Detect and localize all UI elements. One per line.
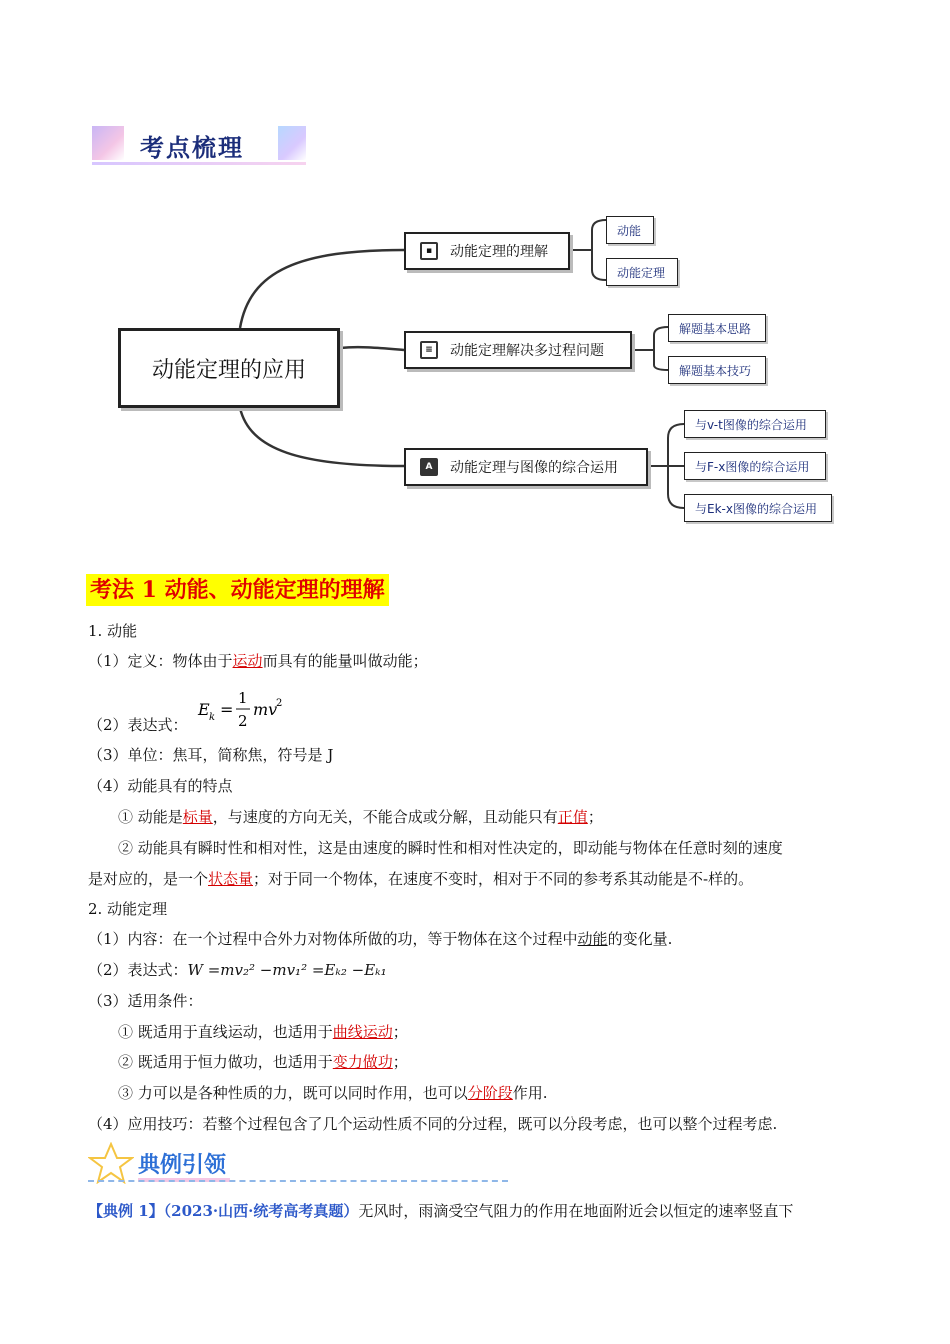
text: （1）内容：在一个过程中合外力对物体所做的功，等于物体在这个过程中 bbox=[88, 930, 578, 948]
mindmap-leaf: 动能定理 bbox=[606, 258, 678, 286]
star-icon bbox=[88, 1142, 134, 1184]
branch-label: 动能定理解决多过程问题 bbox=[450, 343, 604, 359]
condition-3 bbox=[118, 1082, 548, 1104]
text: 作用. bbox=[512, 1084, 548, 1102]
example-source: （2023·山西·统考高考真题） bbox=[163, 1202, 359, 1220]
highlight-term: 状态量 bbox=[208, 870, 254, 888]
condition-1 bbox=[118, 1021, 408, 1043]
banner-title: 考点梳理 bbox=[140, 134, 244, 162]
text: ； bbox=[587, 808, 603, 826]
features-heading: （4）动能具有的特点 bbox=[88, 777, 233, 795]
heading-theorem: 2. 动能定理 bbox=[88, 900, 168, 918]
text: 是对应的，是一个 bbox=[88, 870, 209, 888]
list-card-icon: ≡ bbox=[420, 341, 438, 359]
mindmap-leaf: 解题基本思路 bbox=[668, 314, 766, 342]
formula-sub: k bbox=[209, 712, 216, 723]
highlight-term: 标量 bbox=[182, 808, 213, 826]
mindmap-leaf: 解题基本技巧 bbox=[668, 356, 766, 384]
theorem-expression bbox=[88, 959, 387, 981]
text: ① 动能是 bbox=[118, 808, 183, 826]
banner-decoration-left bbox=[92, 126, 124, 160]
definition-line bbox=[88, 650, 428, 672]
formula-eq: = bbox=[220, 700, 234, 719]
highlight-term: 正值 bbox=[557, 808, 588, 826]
example-divider bbox=[88, 1180, 508, 1182]
mindmap-branch-multiprocess bbox=[404, 331, 632, 369]
text: ③ 力可以是各种性质的力，既可以同时作用，也可以 bbox=[118, 1084, 468, 1102]
formula-rhs: mv bbox=[253, 700, 278, 719]
conditions-heading: （3）适用条件： bbox=[88, 992, 203, 1010]
underlined-term: 动能 bbox=[577, 930, 608, 948]
letter-a-icon: A bbox=[420, 458, 438, 476]
text: 而具有的能量叫做动能； bbox=[262, 652, 428, 670]
banner-decoration-right bbox=[278, 126, 306, 160]
unit-line: （3）单位：焦耳，简称焦，符号是 J bbox=[88, 746, 334, 764]
text: （1）定义：物体由于 bbox=[88, 652, 233, 670]
text: ① 既适用于直线运动，也适用于 bbox=[118, 1023, 333, 1041]
text: ；对于同一个物体，在速度不变时，相对于不同的参考系其动能是不-样的。 bbox=[253, 870, 754, 888]
text: ； bbox=[392, 1053, 408, 1071]
mindmap-leaf: 动能 bbox=[606, 216, 654, 244]
example-tag: 【典例 1】 bbox=[88, 1202, 164, 1220]
heading-kinetic-energy: 1. 动能 bbox=[88, 622, 138, 640]
formula-den: 2 bbox=[238, 712, 248, 730]
example-section-title: 典例引领 bbox=[138, 1153, 227, 1178]
formula-lhs: E bbox=[198, 700, 210, 719]
mindmap-leaf: 与v-t图像的综合运用 bbox=[684, 410, 826, 438]
application-tip: （4）应用技巧：若整个过程包含了几个运动性质不同的分过程，既可以分段考虑，也可以整个过程考虑. bbox=[88, 1115, 778, 1133]
mindmap-leaf: 与F-x图像的综合运用 bbox=[684, 452, 826, 480]
highlight-term: 运动 bbox=[232, 652, 263, 670]
example-text: 无风时，雨滴受空气阻力的作用在地面附近会以恒定的速率竖直下 bbox=[358, 1202, 794, 1220]
formula-sup: 2 bbox=[276, 698, 283, 709]
text: ② 既适用于恒力做功，也适用于 bbox=[118, 1053, 333, 1071]
text: ； bbox=[392, 1023, 408, 1041]
lock-icon: ▪ bbox=[420, 242, 438, 260]
mindmap-root: 动能定理的应用 bbox=[118, 328, 340, 408]
mindmap-branch-graphs bbox=[404, 448, 648, 486]
feature-2-line1: ② 动能具有瞬时性和相对性，这是由速度的瞬时性和相对性决定的，即动能与物体在任意时刻的速度 bbox=[118, 839, 783, 857]
kinetic-energy-formula bbox=[196, 688, 306, 736]
section-title: 考法 1 动能、动能定理的理解 bbox=[86, 574, 389, 606]
banner-underline bbox=[92, 162, 306, 165]
branch-label: 动能定理与图像的综合运用 bbox=[450, 460, 618, 476]
formula-svg bbox=[196, 688, 306, 732]
theorem-formula: W =mv₂² −mv₁² =Eₖ₂ −Eₖ₁ bbox=[187, 961, 387, 979]
theorem-content bbox=[88, 928, 672, 950]
branch-label: 动能定理的理解 bbox=[450, 244, 548, 260]
highlight-term: 变力做功 bbox=[332, 1053, 393, 1071]
text: （2）表达式： bbox=[88, 961, 188, 979]
condition-2 bbox=[118, 1051, 408, 1073]
feature-2-line2 bbox=[88, 868, 753, 890]
text: ，与速度的方向无关，不能合成或分解，且动能只有 bbox=[212, 808, 558, 826]
feature-1 bbox=[118, 806, 603, 828]
highlight-term: 曲线运动 bbox=[332, 1023, 393, 1041]
highlight-term: 分阶段 bbox=[467, 1084, 513, 1102]
formula-num: 1 bbox=[238, 689, 248, 707]
example-1-intro bbox=[88, 1200, 793, 1222]
text: 的变化量. bbox=[607, 930, 673, 948]
mindmap-branch-understanding bbox=[404, 232, 570, 270]
mindmap-leaf: 与Ek-x图像的综合运用 bbox=[684, 494, 832, 522]
expression-label: （2）表达式： bbox=[88, 716, 188, 734]
